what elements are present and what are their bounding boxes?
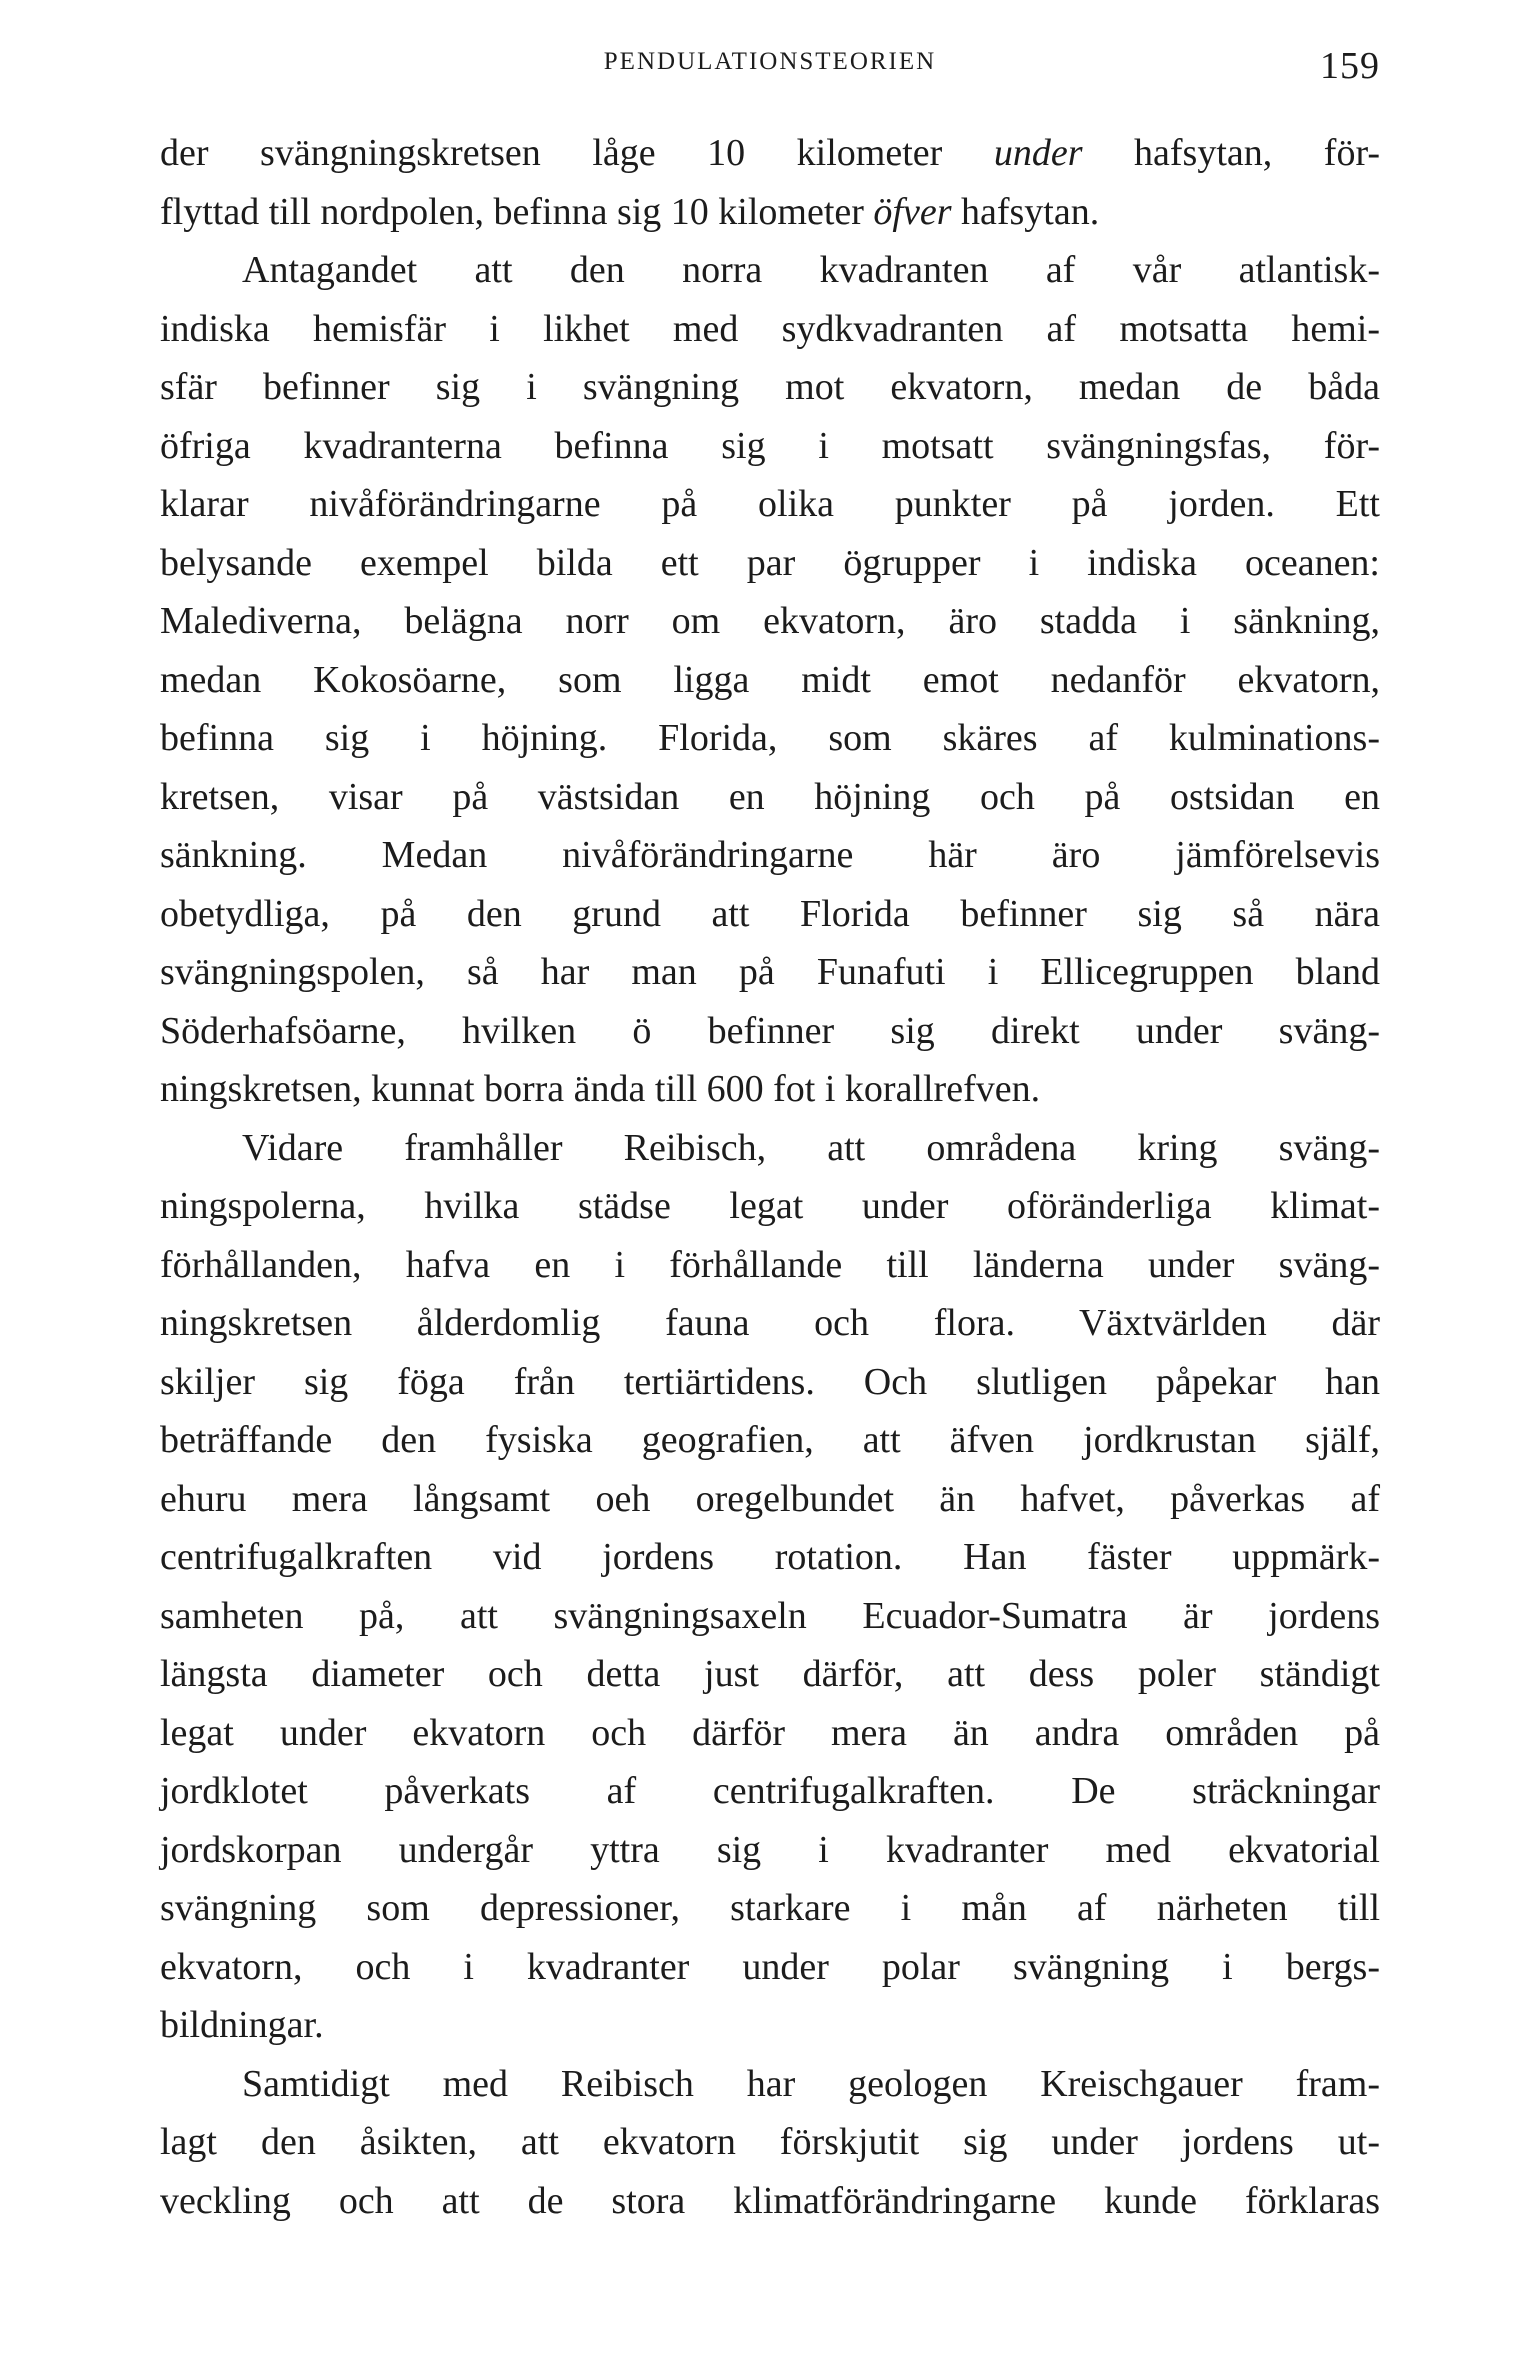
text-run: svängningspolen, så har man på Funafuti i Ellicegruppen bland xyxy=(160,951,1380,993)
text-run: bildningar. xyxy=(160,2004,324,2046)
text-run: längsta diameter och detta just därför, att dess poler ständigt xyxy=(160,1653,1380,1695)
text-line xyxy=(160,1411,1380,1470)
text-run: obetydliga, på den grund att Florida befinner sig så nära xyxy=(160,892,1380,935)
text-run: Samtidigt med Reibisch har geologen Kreischgauer fram- xyxy=(242,2062,1380,2105)
text-run: hafsytan. xyxy=(951,190,1100,233)
text-line xyxy=(160,475,1380,534)
text-line xyxy=(160,300,1380,359)
text-run: jordskorpan undergår yttra sig i kvadranter med ekvatorial xyxy=(160,1828,1380,1871)
text-line xyxy=(160,358,1380,417)
text-run: svängning som depressioner, starkare i mån af närheten till xyxy=(160,1887,1380,1929)
text-line xyxy=(160,1704,1380,1763)
text-run: ningspolerna, hvilka städse legat under oföränderliga klimat- xyxy=(160,1185,1380,1227)
text-run: Antagandet att den norra kvadranten af vår atlantisk- xyxy=(242,249,1380,291)
text-line xyxy=(160,1470,1380,1529)
text-run: jordklotet påverkats af centrifugalkraften. De sträckningar xyxy=(160,1770,1380,1812)
text-run: legat under ekvatorn och därför mera än andra områden på xyxy=(160,1711,1380,1754)
text-line xyxy=(160,768,1380,827)
text-run: förhållanden, hafva en i förhållande till länderna under sväng- xyxy=(160,1243,1380,1286)
text-line xyxy=(160,943,1380,1002)
text-run: flyttad till nordpolen, befinna sig 10 kilometer xyxy=(160,190,874,233)
text-line xyxy=(160,1119,1380,1178)
text-line xyxy=(160,1645,1380,1704)
text-run: öfriga kvadranterna befinna sig i motsatt svängningsfas, för- xyxy=(160,424,1380,467)
page-number: 159 xyxy=(1320,45,1380,87)
text-run: samheten på, att svängningsaxeln Ecuador-Sumatra är jordens xyxy=(160,1594,1380,1637)
text-line xyxy=(160,1177,1380,1236)
text-line xyxy=(160,1294,1380,1353)
text-line xyxy=(160,417,1380,476)
italic-word: öfver xyxy=(873,190,952,233)
text-line xyxy=(160,1879,1380,1938)
text-run: kretsen, visar på västsidan en höjning och på ostsidan en xyxy=(160,775,1380,818)
text-run: Söderhafsöarne, hvilken ö befinner sig direkt under sväng- xyxy=(160,1009,1380,1052)
text-run: ehuru mera långsamt oeh oregelbundet än hafvet, påverkas af xyxy=(160,1477,1380,1520)
text-line xyxy=(160,1821,1380,1880)
text-run: der svängningskretsen låge 10 kilometer xyxy=(160,132,994,174)
running-head xyxy=(160,45,1380,88)
text-line xyxy=(160,1762,1380,1821)
text-run: ningskretsen ålderdomlig fauna och flora. Växtvärlden där xyxy=(160,1302,1380,1344)
text-run: befinna sig i höjning. Florida, som skäres af kulminations- xyxy=(160,717,1380,759)
text-run: sfär befinner sig i svängning mot ekvatorn, medan de båda xyxy=(160,366,1380,408)
running-title: PENDULATIONSTEORIEN xyxy=(603,48,937,75)
text-run: lagt den åsikten, att ekvatorn förskjutit sig under jordens ut- xyxy=(160,2121,1380,2163)
text-line xyxy=(160,2055,1380,2114)
text-run: Malediverna, belägna norr om ekvatorn, äro stadda i sänkning, xyxy=(160,600,1380,642)
text-run: beträffande den fysiska geografien, att äfven jordkrustan själf, xyxy=(160,1419,1380,1461)
text-line xyxy=(160,2172,1380,2231)
text-line xyxy=(160,1002,1380,1061)
text-line xyxy=(160,183,1380,242)
text-run: skiljer sig föga från tertiärtidens. Och slutligen påpekar han xyxy=(160,1360,1380,1403)
text-run: veckling och att de stora klimatförändringarne kunde förklaras xyxy=(160,2179,1380,2222)
italic-word: under xyxy=(993,132,1083,174)
text-line xyxy=(160,1528,1380,1587)
text-line xyxy=(160,1587,1380,1646)
text-run: klarar nivåförändringarne på olika punkter på jorden. Ett xyxy=(160,483,1380,525)
text-run: ningskretsen, kunnat borra ända till 600 fot i korallrefven. xyxy=(160,1068,1041,1110)
text-run: ekvatorn, och i kvadranter under polar svängning i bergs- xyxy=(160,1945,1380,1988)
text-run: centrifugalkraften vid jordens rotation. Han fäster uppmärk- xyxy=(160,1536,1380,1578)
text-line xyxy=(160,1060,1380,1119)
text-line xyxy=(160,651,1380,710)
text-line xyxy=(160,1938,1380,1997)
text-run: medan Kokosöarne, som ligga midt emot nedanför ekvatorn, xyxy=(160,658,1380,701)
text-run: belysande exempel bilda ett par ögrupper i indiska oceanen: xyxy=(160,541,1380,584)
text-line xyxy=(160,826,1380,885)
text-line xyxy=(160,1353,1380,1412)
text-line xyxy=(160,124,1380,183)
text-line xyxy=(160,241,1380,300)
text-run: Vidare framhåller Reibisch, att områdena kring sväng- xyxy=(242,1126,1380,1169)
text-line xyxy=(160,534,1380,593)
text-run: indiska hemisfär i likhet med sydkvadranten af motsatta hemi- xyxy=(160,307,1380,350)
text-line xyxy=(160,885,1380,944)
text-line xyxy=(160,709,1380,768)
text-run: sänkning. Medan nivåförändringarne här äro jämförelsevis xyxy=(160,834,1380,876)
body-text xyxy=(160,124,1380,2230)
text-run: hafsytan, för- xyxy=(1082,132,1380,174)
text-line xyxy=(160,2113,1380,2172)
text-line xyxy=(160,1996,1380,2055)
text-line xyxy=(160,592,1380,651)
text-line xyxy=(160,1236,1380,1295)
